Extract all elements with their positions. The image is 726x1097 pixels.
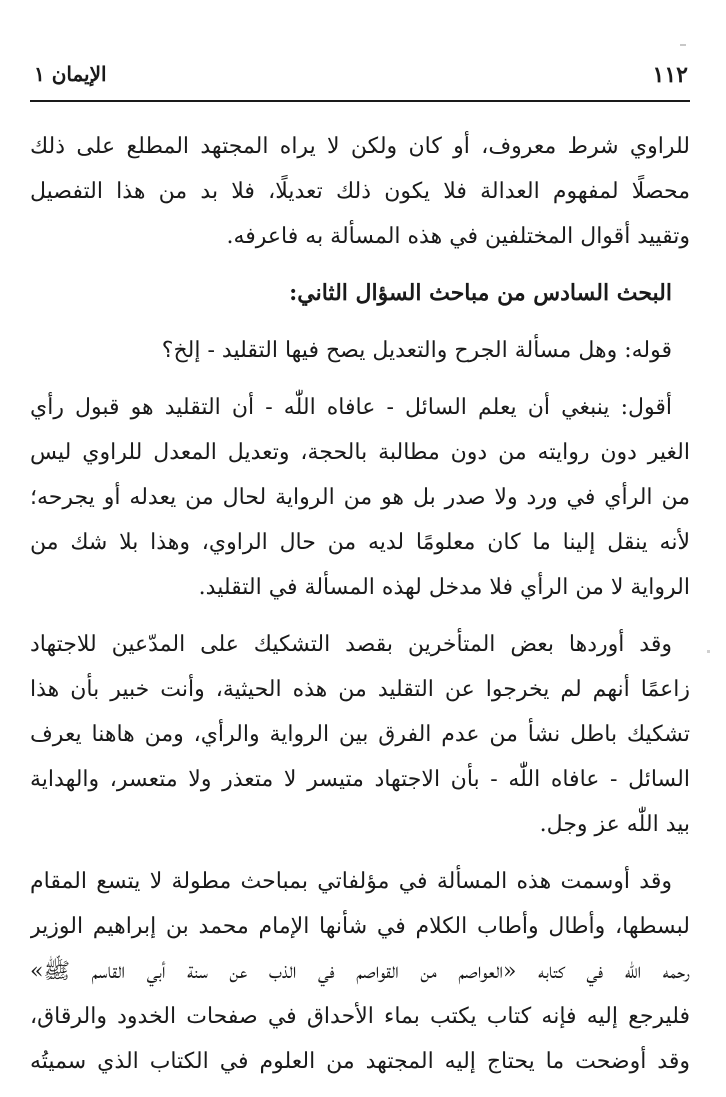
text-line: محصلًا لمفهوم العدالة فلا يكون ذلك تعديلًا، فلا بد من هذا التفصيل <box>30 179 690 204</box>
paragraph <box>30 859 690 1084</box>
text-line: رحمه الله في كتابه «العواصم من القواصم في الذب عن سنة أبي القاسم ﷺ» <box>30 959 690 984</box>
text-line: بيد اللّٰه عز وجل. <box>539 812 690 837</box>
text-line: تشكيك باطل نشأ من عدم الفرق بين الرواية والرأي، ومن هاهنا يعرف <box>30 722 690 747</box>
text-line: لأنه ينقل إلينا ما كان معلومًا لديه من حال الراوي، وهذا بلا شك من <box>30 530 690 555</box>
text-line: وقد أوضحت ما يحتاج إليه المجتهد من العلوم في الكتاب الذي سميتُه <box>30 1049 690 1074</box>
text-line: قوله: وهل مسألة الجرح والتعديل يصح فيها التقليد - إلخ؟ <box>161 338 672 363</box>
scan-speck <box>680 44 686 46</box>
paragraph <box>30 622 690 847</box>
text-line: الرواية لا من الرأي فلا مدخل لهذه المسألة في التقليد. <box>198 575 690 600</box>
scan-speck <box>707 650 710 653</box>
paragraph <box>30 328 690 373</box>
paragraph <box>30 385 690 610</box>
text-line: وقد أوسمت هذه المسألة في مؤلفاتي بمباحث مطولة لا يتسع المقام <box>30 869 672 894</box>
header-rule <box>30 100 690 102</box>
body-text <box>30 124 690 1084</box>
running-title: الإيمان ١ <box>34 62 107 86</box>
text-line: لبسطها، وأطال وأطاب الكلام في شأنها الإمام محمد بن إبراهيم الوزير <box>30 914 690 939</box>
text-line: الغير دون روايته من دون مطالبة بالحجة، وتعديل المعدل للراوي ليس <box>30 440 690 465</box>
text-line: من الرأي في ورد ولا صدر بل هو من الرواية لحال من يعدله أو يجرحه؛ <box>30 485 690 510</box>
text-line: للراوي شرط معروف، أو كان ولكن لا يراه المجتهد المطلع على ذلك <box>30 134 690 159</box>
text-line: السائل - عافاه اللّٰه - بأن الاجتهاد متيسر لا متعذر ولا متعسر، والهداية <box>30 767 690 792</box>
section-heading: البحث السادس من مباحث السؤال الثاني: <box>289 280 672 306</box>
page-header <box>34 60 688 92</box>
text-line: أقول: ينبغي أن يعلم السائل - عافاه اللّٰه - أن التقليد هو قبول رأي <box>30 395 672 420</box>
text-line: زاعمًا أنهم لم يخرجوا عن التقليد من هذه الحيثية، وأنت خبير بأن هذا <box>30 677 690 702</box>
text-line: وتقييد أقوال المختلفين في هذه المسألة به فاعرفه. <box>226 224 690 249</box>
page-number: ١١٢ <box>652 62 688 88</box>
paragraph <box>30 124 690 259</box>
text-line: فليرجع إليه فإنه كتاب يكتب بماء الأحداق في صفحات الخدود والرقاق، <box>30 1004 690 1029</box>
text-line: وقد أوردها بعض المتأخرين بقصد التشكيك على المدّعين للاجتهاد <box>30 632 672 657</box>
